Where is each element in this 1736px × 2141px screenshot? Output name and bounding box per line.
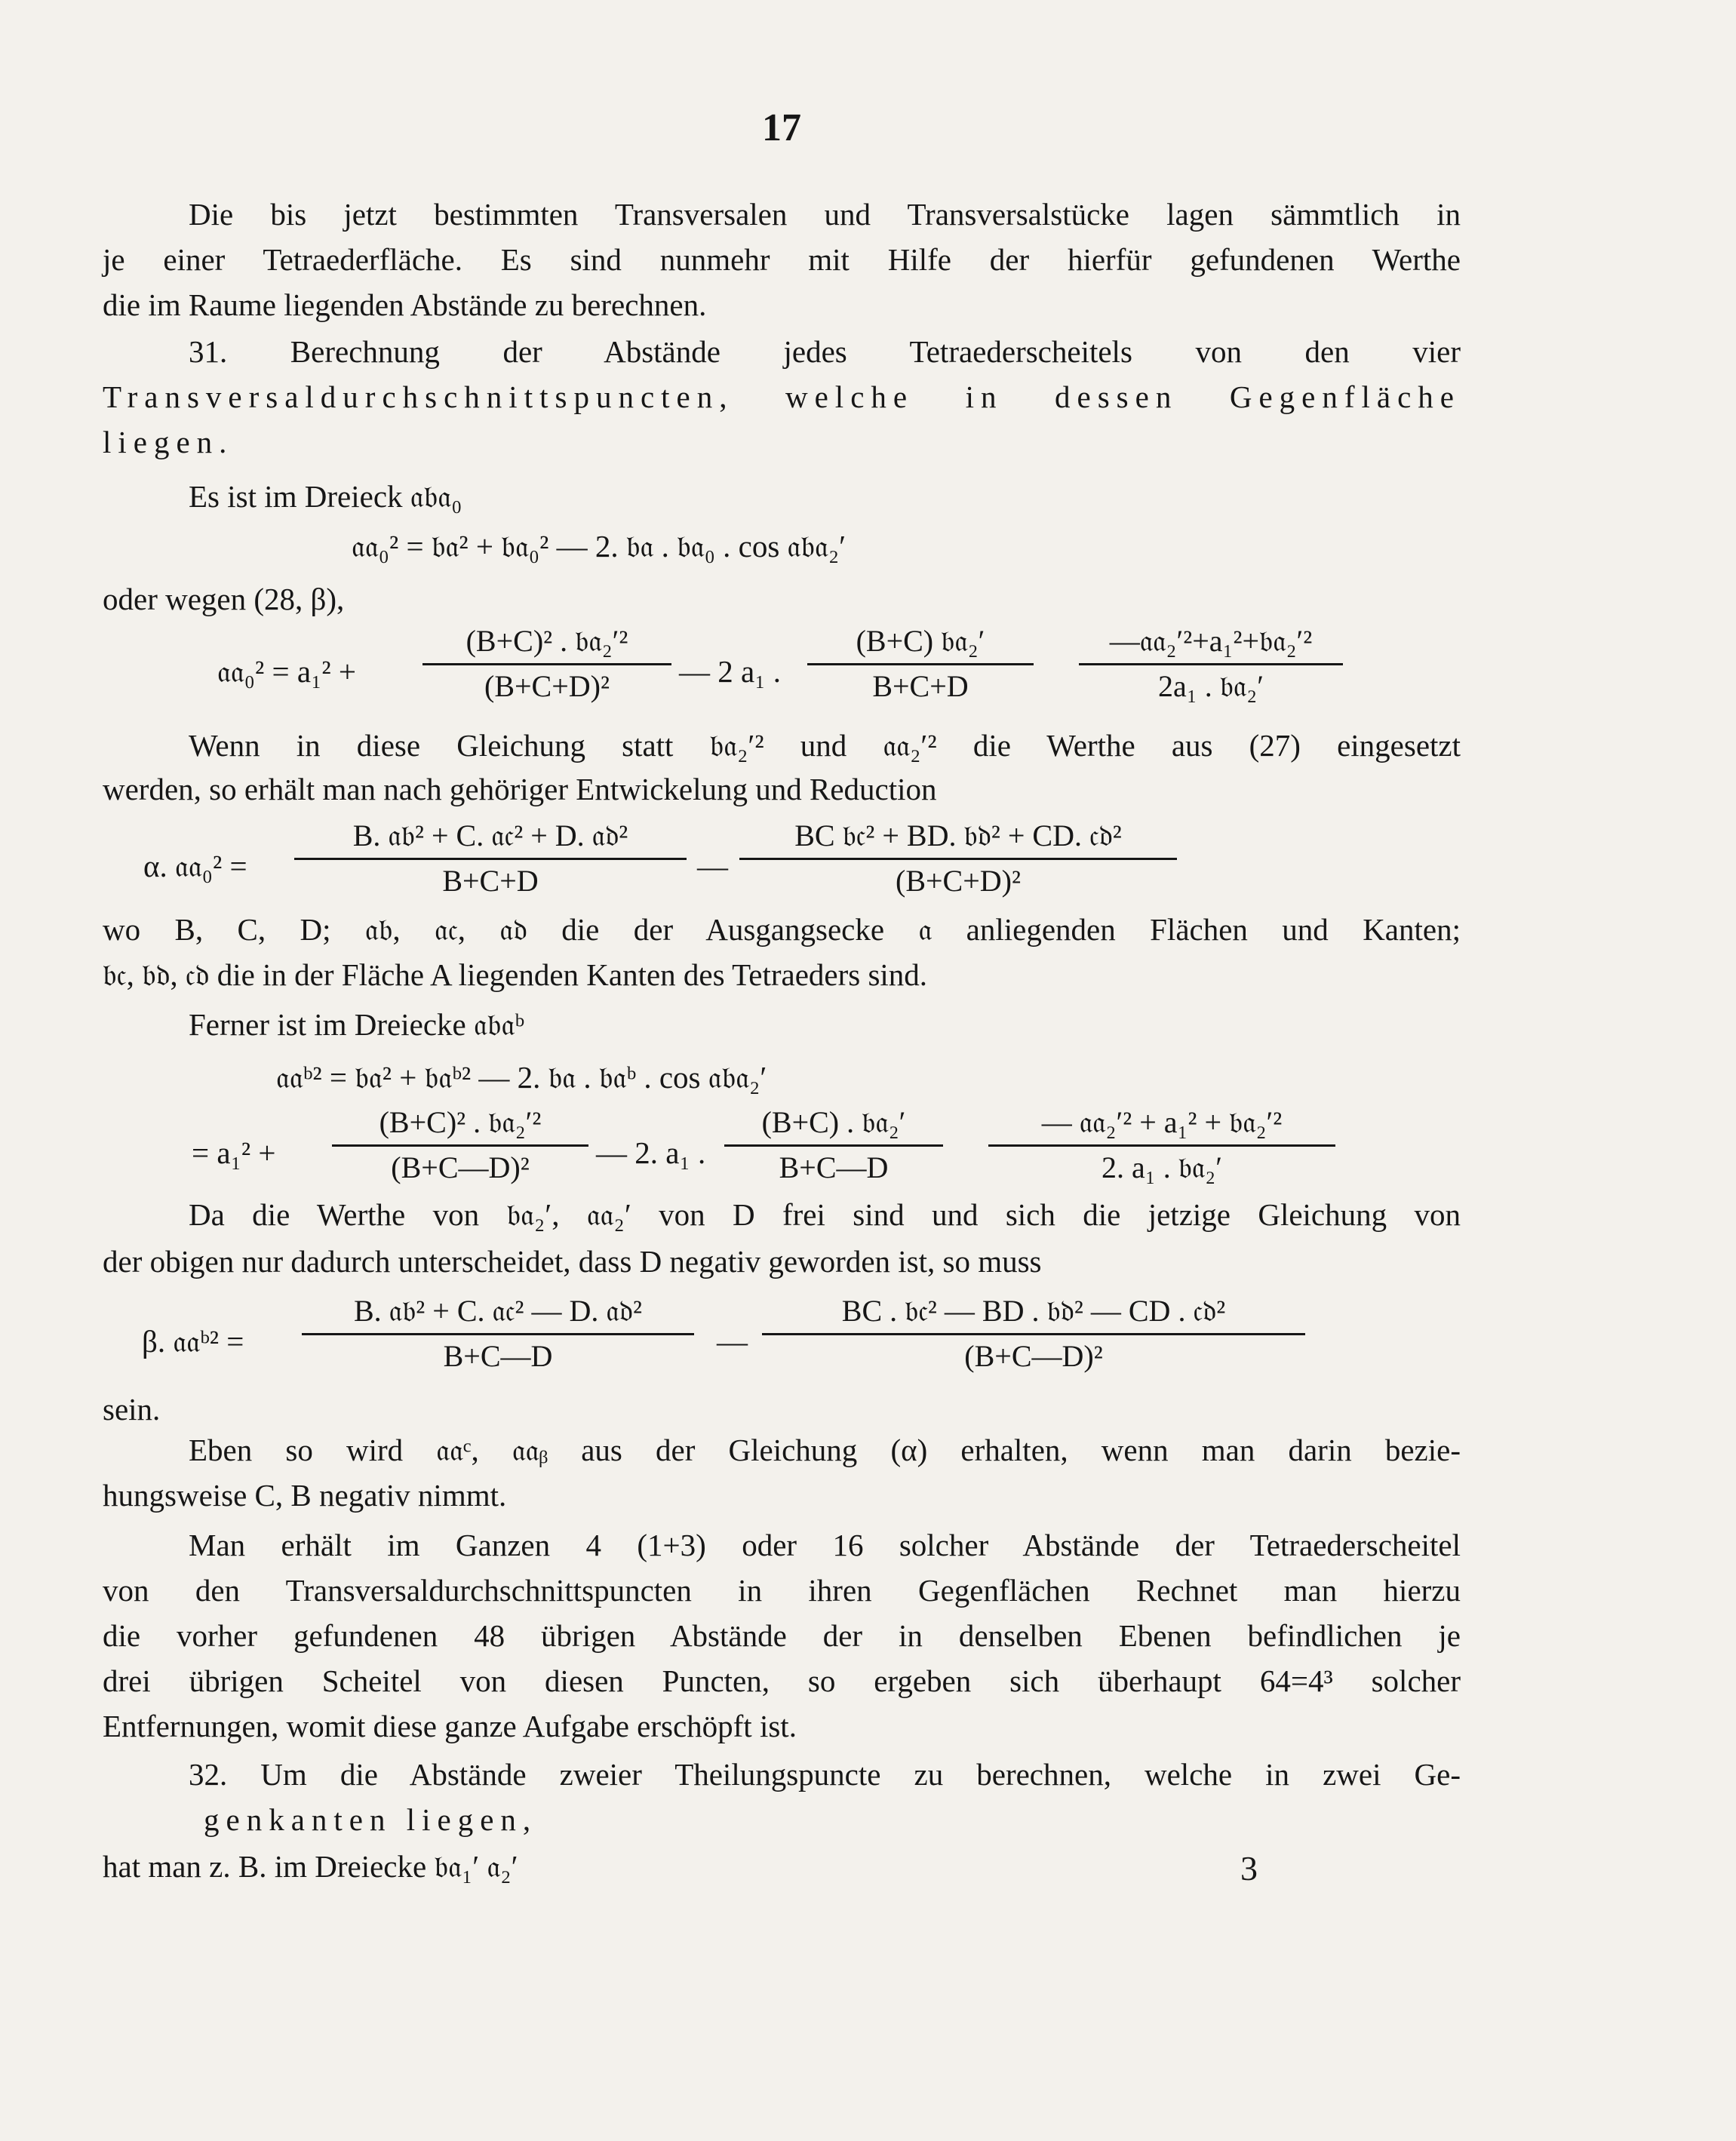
page-number: 17 [762,106,801,149]
numerator: (B+C)² . 𝔟𝔞₂′² [465,624,628,658]
denominator: 2a₁ . 𝔟𝔞₂′ [1079,663,1343,704]
text-line: sein. [103,1392,161,1427]
text-line: Da die Werthe von 𝔟𝔞₂′, 𝔞𝔞₂′ von D frei sind und sich die jetzige Gleichung von [189,1197,1461,1232]
section-31-heading-end: liegen. [103,425,234,459]
text-line: je einer Tetraederfläche. Es sind nunmehr mit Hilfe der hierfür gefundenen Werthe [103,242,1461,277]
equation-4-fraction-3 [988,1104,1335,1185]
section-31-heading: 31. Berechnung der Abstände jedes Tetraederscheitels von den vier [189,334,1461,369]
equation-2-mid: — 2 a₁ . [679,654,781,689]
numerator: (B+C) 𝔟𝔞₂′ [856,624,985,658]
text-line: wo B, C, D; 𝔞𝔟, 𝔞𝔠, 𝔞𝔡 die der Ausgangsecke 𝔞 anliegenden Flächen und Kanten; [103,912,1461,947]
equation-beta-fraction-2 [762,1293,1305,1374]
equation-alpha-lhs: α. 𝔞𝔞₀² = [143,849,247,883]
text-line: die im Raume liegenden Abstände zu berechnen. [103,287,707,322]
text-line: Man erhält im Ganzen 4 (1+3) oder 16 solcher Abstände der Tetraederscheitel [189,1528,1461,1562]
section-32-heading: 32. Um die Abstände zweier Theilungspuncte zu berechnen, welche in zwei Ge- [189,1757,1461,1792]
minus-sign: — [697,849,728,883]
denominator: B+C+D [807,663,1034,704]
equation-beta-fraction-1 [302,1293,694,1374]
section-32-heading-cont: genkanten liegen, [204,1802,538,1837]
text-line: Entfernungen, womit diese ganze Aufgabe erschöpft ist. [103,1709,797,1743]
text-line: von den Transversaldurchschnittspuncten in ihren Gegenflächen Rechnet man hierzu [103,1573,1461,1608]
text-line: werden, so erhält man nach gehöriger Entwickelung und Reduction [103,772,937,806]
denominator: B+C+D [294,858,687,898]
denominator: B+C—D [724,1144,943,1185]
numerator: — 𝔞𝔞₂′² + a₁² + 𝔟𝔞₂′² [1041,1105,1283,1139]
text-line: Die bis jetzt bestimmten Transversalen und Transversalstücke lagen sämmtlich in [189,197,1461,232]
denominator: (B+C+D)² [422,663,671,704]
equation-4-lhs: = a₁² + [192,1135,276,1170]
equation-1: 𝔞𝔞₀² = 𝔟𝔞² + 𝔟𝔞₀² — 2. 𝔟𝔞 . 𝔟𝔞₀ . cos 𝔞𝔟𝔞₂′ [352,529,846,564]
text-line: Es ist im Dreieck 𝔞𝔟𝔞₀ [189,479,462,514]
text-line: hat man z. B. im Dreiecke 𝔟𝔞₁′ 𝔞₂′ [103,1849,518,1884]
text-line: der obigen nur dadurch unterscheidet, dass D negativ geworden ist, so muss [103,1244,1042,1279]
equation-2-fraction-3 [1079,623,1343,704]
equation-3: 𝔞𝔞ᵇ² = 𝔟𝔞² + 𝔟𝔞ᵇ² — 2. 𝔟𝔞 . 𝔟𝔞ᵇ . cos 𝔞𝔟𝔞₂′ [276,1060,767,1095]
numerator: —𝔞𝔞₂′²+a₁²+𝔟𝔞₂′² [1109,624,1313,658]
denominator: 2. a₁ . 𝔟𝔞₂′ [988,1144,1335,1185]
section-31-heading-cont: Transversaldurchschnittspuncten, welche in dessen Gegenfläche [103,379,1461,414]
denominator: (B+C—D)² [762,1333,1305,1374]
denominator: B+C—D [302,1333,694,1374]
numerator: B. 𝔞𝔟² + C. 𝔞𝔠² — D. 𝔞𝔡² [354,1294,642,1328]
text-line: die vorher gefundenen 48 übrigen Abstände der in denselben Ebenen befindlichen je [103,1618,1461,1653]
numerator: B. 𝔞𝔟² + C. 𝔞𝔠² + D. 𝔞𝔡² [352,819,628,852]
sheet-signature: 3 [1240,1849,1258,1888]
equation-alpha-fraction-2 [739,818,1177,898]
equation-4-fraction-1 [332,1104,588,1185]
equation-2-lhs: 𝔞𝔞₀² = a₁² + [217,654,357,689]
text-line: hungsweise C, B negativ nimmt. [103,1478,507,1513]
text-line: 𝔟𝔠, 𝔟𝔡, 𝔠𝔡 die in der Fläche A liegenden Kanten des Tetraeders sind. [103,957,928,992]
equation-2-fraction-1 [422,623,671,704]
denominator: (B+C+D)² [739,858,1177,898]
numerator: (B+C)² . 𝔟𝔞₂′² [379,1105,542,1139]
equation-4-fraction-2 [724,1104,943,1185]
numerator: BC 𝔟𝔠² + BD. 𝔟𝔡² + CD. 𝔠𝔡² [794,819,1122,852]
equation-4-mid: — 2. a₁ . [596,1135,706,1170]
equation-2-fraction-2 [807,623,1034,704]
equation-alpha-fraction-1 [294,818,687,898]
equation-beta-lhs: β. 𝔞𝔞ᵇ² = [142,1324,244,1359]
numerator: BC . 𝔟𝔠² — BD . 𝔟𝔡² — CD . 𝔠𝔡² [841,1294,1226,1328]
text-line: oder wegen (28, β), [103,582,345,616]
numerator: (B+C) . 𝔟𝔞₂′ [761,1105,906,1139]
text-line: drei übrigen Scheitel von diesen Puncten, so ergeben sich überhaupt 64=4³ solcher [103,1663,1461,1698]
text-line: Ferner ist im Dreiecke 𝔞𝔟𝔞ᵇ [189,1007,524,1042]
text-line: Wenn in diese Gleichung statt 𝔟𝔞₂′² und 𝔞𝔞₂′² die Werthe aus (27) eingesetzt [189,728,1461,763]
text-line: Eben so wird 𝔞𝔞ᶜ, 𝔞𝔞ᵦ aus der Gleichung (α) erhalten, wenn man darin bezie- [189,1433,1461,1467]
denominator: (B+C—D)² [332,1144,588,1185]
minus-sign: — [717,1324,748,1359]
